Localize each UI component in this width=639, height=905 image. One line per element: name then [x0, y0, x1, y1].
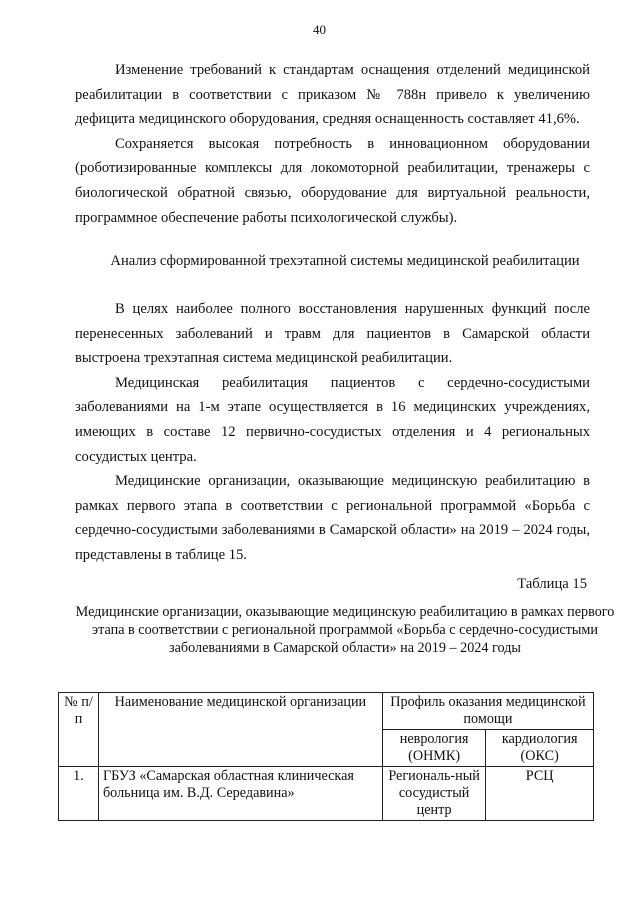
paragraph-table-reference: Медицинские организации, оказывающие медицинскую реабилитацию в рамках первого этапа в соответствии с региональной программой «Борьба с сердечно-сосудистыми заболеваниями в Самарской области» на 2019 – 2024 годы, представлены в таблице 15.	[75, 473, 590, 563]
page-number: 40	[313, 22, 326, 37]
paragraph-equipment-deficit: Изменение требований к стандартам оснащения отделений медицинской реабилитации в соответствии с приказом № 788н привело к увеличению дефицита медицинского оборудования, средняя оснащенность составляет 41,6%.	[75, 62, 590, 128]
header-organization-name: Наименование медицинской организации	[98, 693, 382, 767]
paragraph-first-stage: Медицинская реабилитация пациентов с сердечно-сосудистыми заболеваниями на 1-м этапе осуществляется в 16 медицинских учреждениях, имеющих в составе 12 первично-сосудистых отделения и 4 региональных сосудистых центра.	[75, 374, 590, 465]
section-title: Анализ сформированной трехэтапной системы медицинской реабилитации	[110, 253, 580, 269]
header-cardiology: кардиология (ОКС)	[486, 730, 594, 767]
table-header-row	[59, 693, 594, 730]
organizations-table	[58, 692, 594, 821]
row-number: 1.	[59, 767, 99, 821]
table-caption: Медицинские организации, оказывающие медицинскую реабилитацию в рамках первого этапа в соответствии с региональной программой «Борьба с сердечно-сосудистыми заболеваниями в Самарской области» на 2019 – 2024 годы	[75, 604, 615, 656]
row-neurology-profile: Региональ-ный сосудистый центр	[382, 767, 486, 821]
row-organization-name: ГБУЗ «Самарская областная клиническая больница им. В.Д. Середавина»	[98, 767, 382, 821]
table-label: Таблица 15	[517, 576, 587, 592]
header-care-profile: Профиль оказания медицинской помощи	[382, 693, 593, 730]
header-number: № п/п	[59, 693, 99, 767]
header-neurology: неврология (ОНМК)	[382, 730, 486, 767]
table-row	[59, 767, 594, 821]
intro-paragraphs	[75, 58, 590, 230]
analysis-paragraphs	[75, 297, 590, 568]
row-cardiology-profile: РСЦ	[486, 767, 594, 821]
paragraph-innovative-equipment: Сохраняется высокая потребность в инновационном оборудовании (роботизированные комплексы для локомоторной реабилитации, тренажеры с биологической обратной связью, оборудование для виртуальной реальности, программное обеспечение работы психологической службы).	[75, 135, 590, 226]
paragraph-three-stage-system: В целях наиболее полного восстановления нарушенных функций после перенесенных заболеваний и травм для пациентов в Самарской области выстроена трехэтапная система медицинской реабилитации.	[75, 301, 590, 367]
